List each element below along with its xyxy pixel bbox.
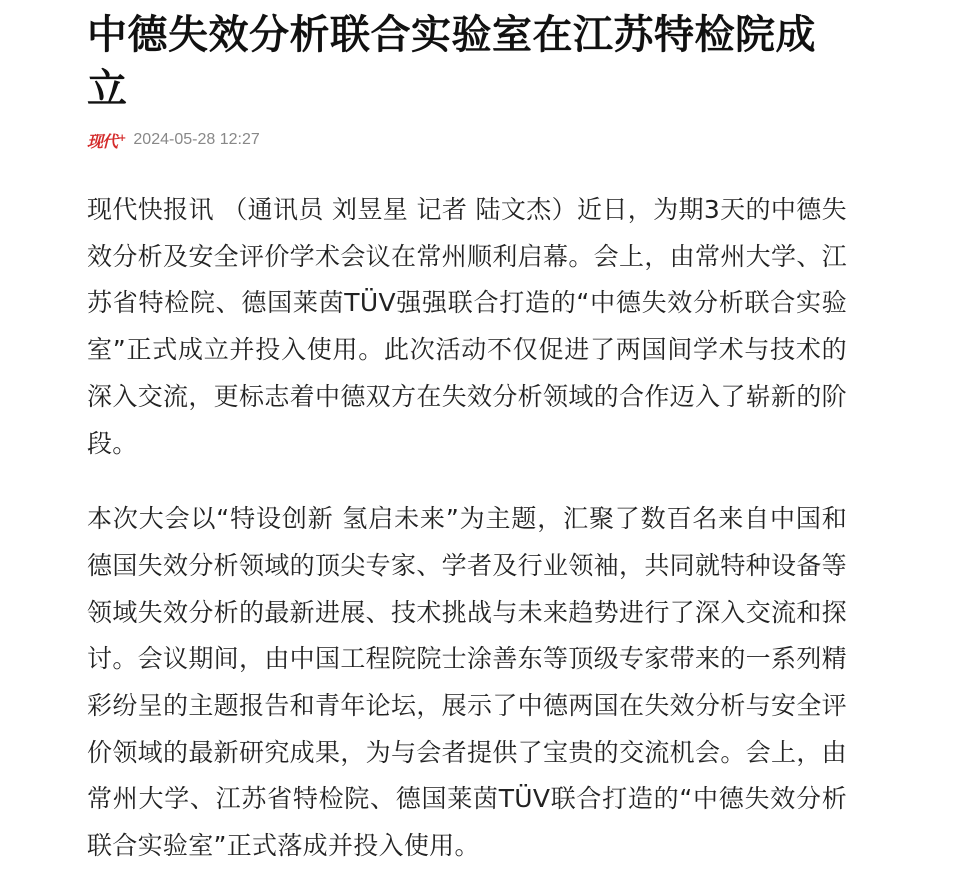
publish-timestamp: 2024-05-28 12:27 [133,131,260,148]
source-logo[interactable] [87,129,125,152]
article-paragraph: 现代快报讯 （通讯员 刘昱星 记者 陆文杰）近日，为期3天的中德失效分析及安全评价学术会议在常州顺利启幕。会上，由常州大学、江苏省特检院、德国莱茵TÜV强强联合打造的“中德失效分析联合实验室”正式成立并投入使用。此次活动不仅促进了两国间学术与技术的深入交流，更标志着中德双方在失效分析领域的合作迈入了崭新的阶段。 [87,195,847,458]
source-logo-plus-mark: + [118,132,126,144]
article-title: 中德失效分析联合实验室在江苏特检院成立 [87,12,816,112]
article [87,0,847,870]
article-meta [87,128,847,152]
article-paragraph: 本次大会以“特设创新 氢启未来”为主题，汇聚了数百名来自中国和德国失效分析领域的顶尖专家、学者及行业领袖，共同就特种设备等领域失效分析的最新进展、技术挑战与未来趋势进行了深入交流和探讨。会议期间，由中国工程院院士涂善东等顶级专家带来的一系列精彩纷呈的主题报告和青年论坛，展示了中德两国在失效分析与安全评价领域的最新研究成果，为与会者提供了宝贵的交流机会。会上，由常州大学、江苏省特检院、德国莱茵TÜV联合打造的“中德失效分析联合实验室”正式落成并投入使用。 [87,504,847,861]
source-logo-text: 现代 [87,131,118,151]
